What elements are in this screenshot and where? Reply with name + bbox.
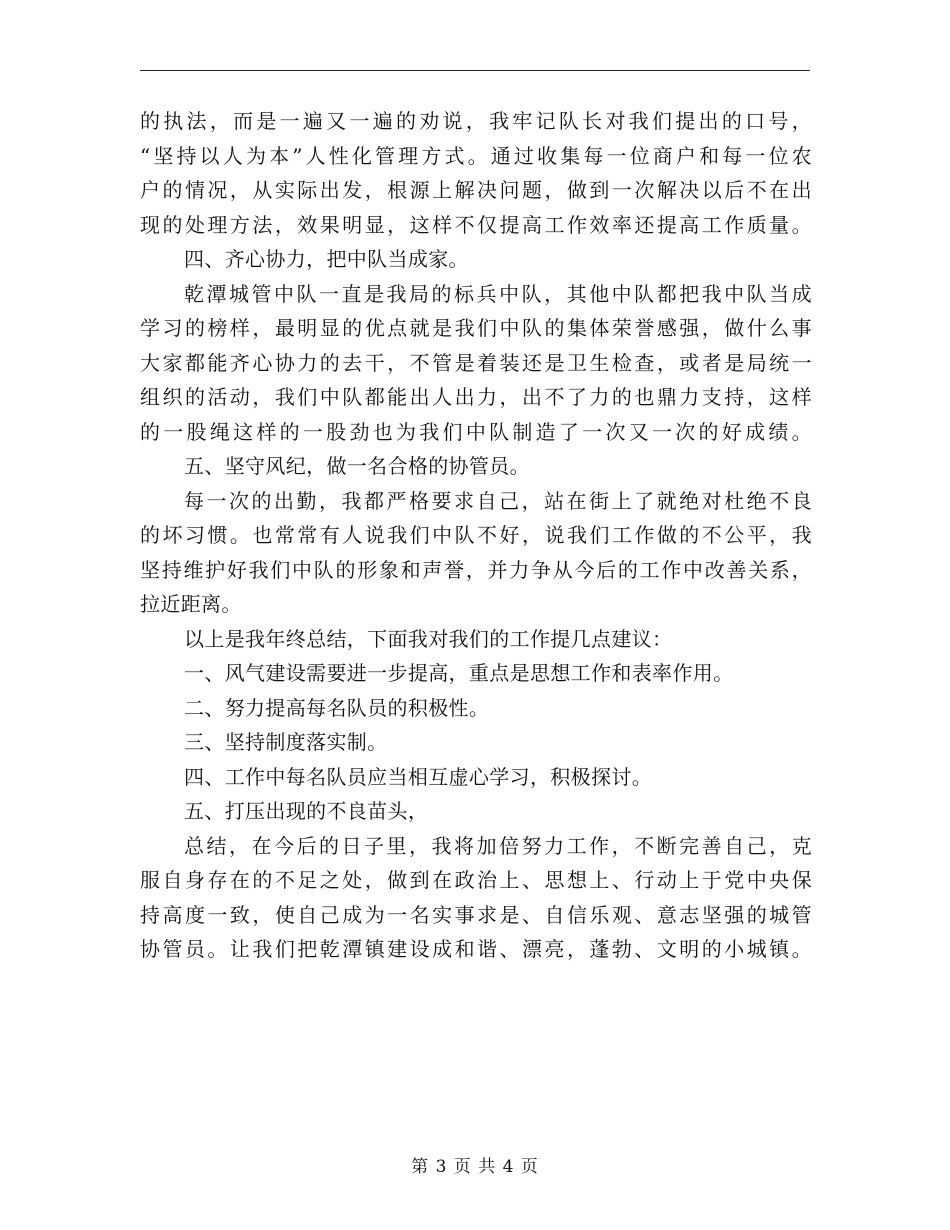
body-line: 现的处理方法，效果明显，这样不仅提高工作效率还提高工作质量。: [140, 212, 812, 237]
body-line: 以上是我年终总结，下面我对我们的工作提几点建议：: [184, 626, 673, 651]
body-line: 协管员。让我们把乾潭镇建设成和谐、漂亮，蓬勃、文明的小城镇。: [140, 937, 812, 961]
body-line: “坚持以人为本”人性化管理方式。通过收集每一位商户和每一位农: [140, 143, 812, 168]
suggestion-item: 五、打压出现的不良苗头，: [184, 799, 429, 823]
body-line: 乾潭城管中队一直是我局的标兵中队，其他中队都把我中队当成: [184, 281, 812, 306]
suggestion-item: 三、坚持制度落实制。: [184, 730, 388, 754]
section-heading: 五、坚守风纪，做一名合格的协管员。: [184, 454, 530, 478]
suggestion-item: 四、工作中每名队员应当相互虚心学习，积极探讨。: [184, 764, 653, 789]
body-line: 大家都能齐心协力的去干，不管是着装还是卫生检查，或者是局统一: [140, 350, 812, 375]
body-line: 持高度一致，使自己成为一名实事求是、自信乐观、意志坚强的城管: [140, 902, 812, 927]
body-line: 组织的活动，我们中队都能出人出力，出不了力的也鼎力支持，这样: [140, 385, 812, 409]
suggestion-item: 一、风气建设需要进一步提高，重点是思想工作和表率作用。: [184, 661, 734, 685]
document-body: [140, 104, 812, 967]
body-line: 学习的榜样，最明显的优点就是我们中队的集体荣誉感强，做什么事: [140, 316, 812, 340]
body-line: 坚持维护好我们中队的形象和声誉，并力争从今后的工作中改善关系，: [140, 557, 812, 582]
body-line: 总结，在今后的日子里，我将加倍努力工作，不断完善自己，克: [184, 833, 812, 858]
body-line: 的坏习惯。也常常有人说我们中队不好，说我们工作做的不公平，我: [140, 523, 812, 547]
page-number-footer: 第 3 页 共 4 页: [411, 1157, 539, 1177]
section-heading: 四、齐心协力，把中队当成家。: [184, 247, 469, 271]
body-line: 服自身存在的不足之处，做到在政治上、思想上、行动上于党中央保: [140, 868, 812, 892]
header-rule: [140, 70, 810, 71]
body-line: 拉近距离。: [140, 592, 242, 616]
body-line: 每一次的出勤，我都严格要求自己，站在街上了就绝对杜绝不良: [184, 488, 812, 513]
body-line: 户的情况，从实际出发，根源上解决问题，做到一次解决以后不在出: [140, 178, 812, 202]
body-line: 的一股绳这样的一股劲也为我们中队制造了一次又一次的好成绩。: [140, 419, 812, 444]
suggestion-item: 二、努力提高每名队员的积极性。: [184, 695, 490, 720]
body-line: 的执法，而是一遍又一遍的劝说，我牢记队长对我们提出的口号，: [140, 109, 812, 133]
